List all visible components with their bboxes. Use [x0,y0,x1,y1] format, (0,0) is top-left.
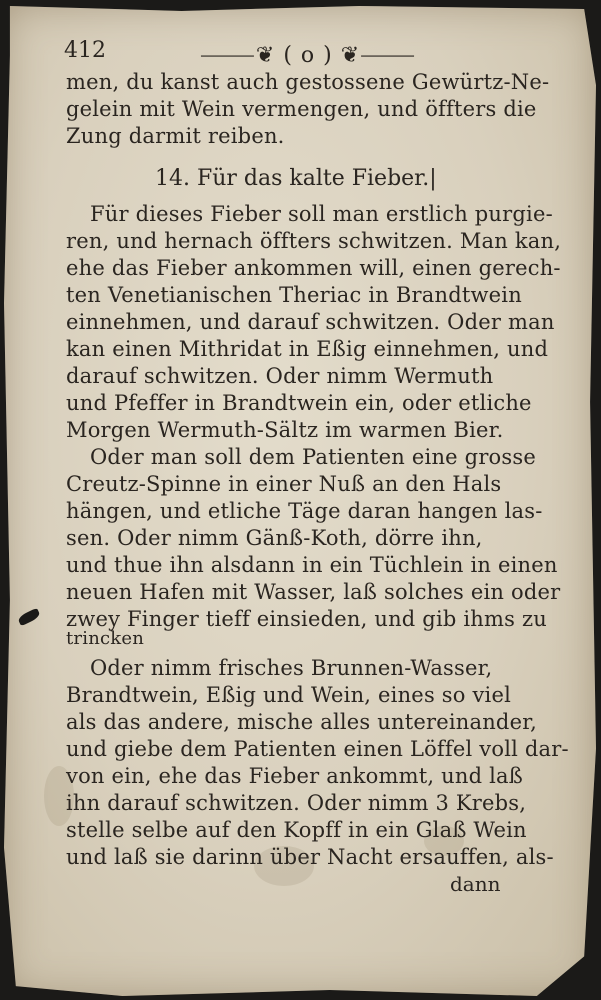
text-line: kan einen Mithridat in Eßig einnehmen, und [66,337,549,361]
text-line: ehe das Fieber ankommen will, einen gerech- [66,256,561,280]
text-line: darauf schwitzen. Oder nimm Wermuth [66,364,494,388]
text-line: zwey Finger tieff einsieden, und gib ihms zu [66,607,547,631]
text-line: sen. Oder nimm Gänß-Koth, dörre ihn, [66,526,483,550]
text-line: und giebe dem Patienten einen Löffel voll dar- [66,737,569,761]
text-line: men, du kanst auch gestossene Gewürtz-Ne- [66,70,550,94]
text-line: und thue ihn alsdann in ein Tüchlein in einen [66,553,558,577]
text-line: trincken [66,628,145,649]
text-line: gelein mit Wein vermengen, und öffters die [66,97,537,121]
text-line: Brandtwein, Eßig und Wein, eines so viel [66,683,512,707]
header-ornament: ⸻❦ ( o ) ❦⸻ [200,43,417,68]
text-line: ten Venetianischen Theriac in Brandtwein [66,283,522,307]
page-number: 412 [64,38,106,63]
text-line: ihn darauf schwitzen. Oder nimm 3 Krebs, [66,791,527,815]
text-line: hängen, und etliche Täge daran hangen las- [66,499,543,523]
text-line: ren, und hernach öffters schwitzen. Man kan, [66,229,562,253]
text-line: Zung darmit reiben. [66,124,285,148]
text-line: Für dieses Fieber soll man erstlich purgie- [90,202,553,226]
text-line: stelle selbe auf den Kopff in ein Glaß Wein [66,818,527,842]
section-heading: 14. Für das kalte Fieber.| [155,166,437,191]
catchword: dann [450,872,501,896]
text-line: Morgen Wermuth-Sältz im warmen Bier. [66,418,504,442]
text-line: neuen Hafen mit Wasser, laß solches ein oder [66,580,561,604]
text-line: Creutz-Spinne in einer Nuß an den Hals [66,472,502,496]
text-line: Oder nimm frisches Brunnen-Wasser, [90,656,493,680]
text-line: einnehmen, und darauf schwitzen. Oder man [66,310,555,334]
text-line: von ein, ehe das Fieber ankommt, und laß [66,764,523,788]
page-header [60,38,540,68]
text-line: und laß sie darinn über Nacht ersauffen, als- [66,845,554,869]
text-line: als das andere, mische alles untereinander, [66,710,538,734]
text-line: Oder man soll dem Patienten eine grosse [90,445,536,469]
text-line: und Pfeffer in Brandtwein ein, oder etliche [66,391,532,415]
